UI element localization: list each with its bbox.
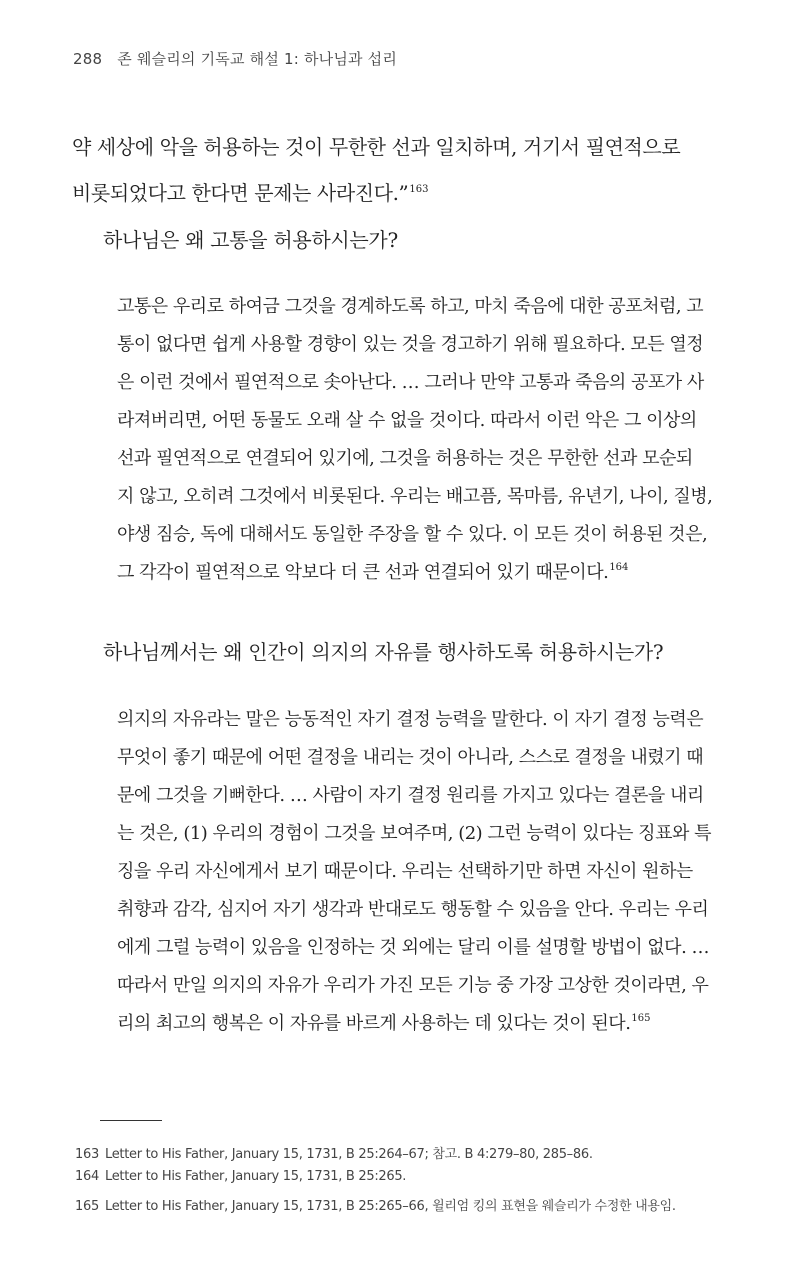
intro-line-1: 약 세상에 악을 허용하는 것이 무한한 선과 일치하며, 거기서 필연적으로 xyxy=(72,135,681,159)
quote1-line: 라져버리면, 어떤 동물도 오래 살 수 없을 것이다. 따라서 이런 악은 그 이상의 xyxy=(117,410,697,431)
footnote-165 xyxy=(75,1195,676,1214)
footnote-ref-165: 165 xyxy=(631,1013,651,1024)
footnote-number: 163 xyxy=(75,1147,99,1162)
quote2-line: 무엇이 좋기 때문에 어떤 결정을 내리는 것이 아니라, 스스로 결정을 내렸기 때 xyxy=(117,747,704,768)
quote2-line: 취향과 감각, 심지어 자기 생각과 반대로도 행동할 수 있음을 안다. 우리는 우리 xyxy=(117,899,709,920)
footnote-ref-164: 164 xyxy=(609,562,629,573)
footnote-text: Letter to His Father, January 15, 1731, B 25:265–66, 윌리엄 킹의 표현을 웨슬리가 수정한 내용임. xyxy=(105,1199,676,1214)
footnote-number: 164 xyxy=(75,1169,99,1184)
quote1-line: 선과 필연적으로 연결되어 있기에, 그것을 허용하는 것은 무한한 선과 모순되 xyxy=(117,448,693,469)
intro-line-2 xyxy=(72,177,428,206)
quote1-last-text: 그 각각이 필연적으로 악보다 더 큰 선과 연결되어 있기 때문이다. xyxy=(117,562,609,583)
footnote-number: 165 xyxy=(75,1199,99,1214)
quote1-line: 야생 짐승, 독에 대해서도 동일한 주장을 할 수 있다. 이 모든 것이 허용된 것은, xyxy=(117,524,708,545)
quote2-line: 징을 우리 자신에게서 보기 때문이다. 우리는 선택하기만 하면 자신이 원하는 xyxy=(117,861,693,882)
quote2-last-text: 리의 최고의 행복은 이 자유를 바르게 사용하는 데 있다는 것이 된다. xyxy=(117,1013,631,1034)
quote2-line: 는 것은, (1) 우리의 경험이 그것을 보여주며, (2) 그런 능력이 있다는 징표와 특 xyxy=(117,823,711,844)
question-free-will: 하나님께서는 왜 인간이 의지의 자유를 행사하도록 허용하시는가? xyxy=(103,640,664,664)
quote1-line: 통이 없다면 쉽게 사용할 경향이 있는 것을 경고하기 위해 필요하다. 모든 열정 xyxy=(117,334,704,355)
quote1-line: 고통은 우리로 하여금 그것을 경계하도록 하고, 마치 죽음에 대한 공포처럼, 고 xyxy=(117,296,704,317)
footnote-ref-163: 163 xyxy=(409,184,429,195)
quote2-line xyxy=(117,1009,651,1035)
quote1-line: 은 이런 것에서 필연적으로 솟아난다. … 그러나 만약 고통과 죽음의 공포가 사 xyxy=(117,372,704,393)
footnote-163 xyxy=(75,1143,593,1162)
footnote-text: Letter to His Father, January 15, 1731, B 25:265. xyxy=(105,1169,407,1184)
page-number: 288 xyxy=(73,50,103,68)
quote2-line: 따라서 만일 의지의 자유가 우리가 가진 모든 기능 중 가장 고상한 것이라면, 우 xyxy=(117,975,709,996)
question-suffering: 하나님은 왜 고통을 허용하시는가? xyxy=(103,228,398,252)
intro-line-2-text: 비롯되었다고 한다면 문제는 사라진다.” xyxy=(72,181,409,205)
quote1-line xyxy=(117,558,628,584)
running-title: 존 웨슬리의 기독교 해설 1: 하나님과 섭리 xyxy=(117,50,398,68)
quote1-line: 지 않고, 오히려 그것에서 비롯된다. 우리는 배고픔, 목마름, 유년기, 나이, 질병, xyxy=(117,486,713,507)
quote2-line: 문에 그것을 기뻐한다. … 사람이 자기 결정 원리를 가지고 있다는 결론을 내리 xyxy=(117,785,704,806)
footnote-text: Letter to His Father, January 15, 1731, B 25:264–67; 참고. B 4:279–80, 285–86. xyxy=(105,1147,593,1162)
quote2-line: 의지의 자유라는 말은 능동적인 자기 결정 능력을 말한다. 이 자기 결정 능력은 xyxy=(117,709,704,730)
running-header xyxy=(73,48,397,69)
footnote-divider xyxy=(100,1120,162,1121)
footnote-164 xyxy=(75,1169,406,1184)
quote2-line: 에게 그럴 능력이 있음을 인정하는 것 외에는 달리 이를 설명할 방법이 없다. … xyxy=(117,937,710,958)
